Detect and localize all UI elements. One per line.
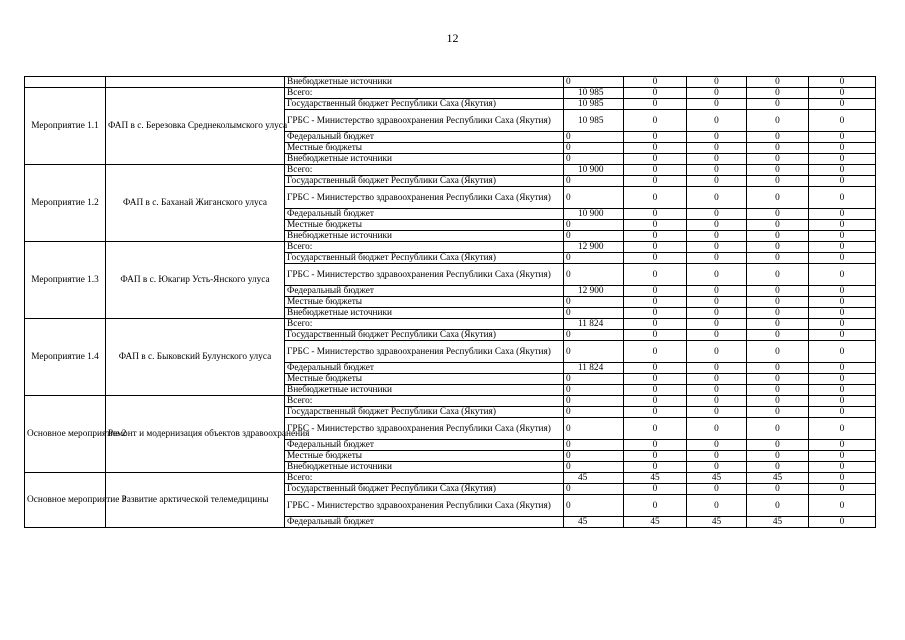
value-cell: 0 (624, 440, 687, 451)
value-cell: 0 (747, 253, 809, 264)
group-2-activity: Мероприятие 1.2 (25, 165, 106, 242)
funding-source: Внебюджетные источники (285, 308, 564, 319)
value-cell: 0 (809, 374, 876, 385)
value-cell: 0 (809, 396, 876, 407)
value-cell: 0 (747, 440, 809, 451)
value-cell: 12 900 (564, 242, 624, 253)
value-cell: 0 (809, 407, 876, 418)
value-cell: 0 (624, 330, 687, 341)
value-cell: 0 (564, 451, 624, 462)
value-cell: 0 (624, 374, 687, 385)
value-cell: 0 (687, 374, 747, 385)
funding-source: ГРБС - Министерство здравоохранения Республики Саха (Якутия) (285, 341, 564, 363)
value-cell: 0 (809, 77, 876, 88)
value-cell: 0 (624, 341, 687, 363)
funding-source: Федеральный бюджет (285, 363, 564, 374)
value-cell: 0 (564, 176, 624, 187)
value-cell: 10 900 (564, 165, 624, 176)
value-cell: 0 (564, 187, 624, 209)
value-cell: 10 985 (564, 88, 624, 99)
value-cell: 0 (747, 187, 809, 209)
value-cell: 0 (747, 132, 809, 143)
funding-source: Государственный бюджет Республики Саха (Якутия) (285, 484, 564, 495)
value-cell: 0 (564, 495, 624, 517)
value-cell: 0 (624, 297, 687, 308)
value-cell: 11 824 (564, 363, 624, 374)
value-cell: 0 (747, 88, 809, 99)
funding-source: Местные бюджеты (285, 143, 564, 154)
value-cell: 0 (809, 341, 876, 363)
value-cell: 0 (809, 143, 876, 154)
value-cell: 0 (809, 264, 876, 286)
funding-source: Местные бюджеты (285, 220, 564, 231)
value-cell: 0 (564, 253, 624, 264)
value-cell: 0 (687, 242, 747, 253)
funding-source: Федеральный бюджет (285, 286, 564, 297)
group-2-name: ФАП в с. Баханай Жиганского улуса (106, 165, 285, 242)
value-cell: 0 (747, 418, 809, 440)
value-cell: 0 (747, 231, 809, 242)
value-cell: 0 (624, 396, 687, 407)
value-cell: 0 (564, 396, 624, 407)
funding-source: Федеральный бюджет (285, 209, 564, 220)
funding-source: ГРБС - Министерство здравоохранения Республики Саха (Якутия) (285, 495, 564, 517)
funding-source: Федеральный бюджет (285, 517, 564, 528)
value-cell: 45 (564, 517, 624, 528)
value-cell: 0 (564, 385, 624, 396)
value-cell: 0 (809, 253, 876, 264)
value-cell: 0 (809, 286, 876, 297)
value-cell: 0 (564, 231, 624, 242)
value-cell: 0 (624, 462, 687, 473)
value-cell: 0 (747, 176, 809, 187)
funding-source: Государственный бюджет Республики Саха (Якутия) (285, 253, 564, 264)
value-cell: 0 (687, 297, 747, 308)
funding-source: Местные бюджеты (285, 451, 564, 462)
value-cell: 0 (624, 385, 687, 396)
value-cell: 0 (624, 99, 687, 110)
value-cell: 45 (747, 517, 809, 528)
value-cell: 0 (624, 253, 687, 264)
value-cell: 0 (809, 176, 876, 187)
value-cell: 0 (624, 110, 687, 132)
table-row (25, 77, 876, 88)
value-cell: 0 (564, 330, 624, 341)
value-cell: 0 (747, 385, 809, 396)
value-cell: 0 (687, 253, 747, 264)
value-cell: 0 (687, 462, 747, 473)
value-cell: 0 (747, 374, 809, 385)
value-cell: 0 (564, 462, 624, 473)
value-cell: 0 (809, 462, 876, 473)
value-cell: 0 (747, 297, 809, 308)
value-cell: 0 (564, 220, 624, 231)
value-cell: 0 (564, 132, 624, 143)
value-cell: 0 (624, 319, 687, 330)
value-cell: 0 (809, 319, 876, 330)
value-cell: 0 (809, 165, 876, 176)
value-cell: 0 (624, 484, 687, 495)
value-cell: 0 (624, 154, 687, 165)
value-cell: 0 (809, 187, 876, 209)
value-cell: 0 (564, 297, 624, 308)
funding-source: Всего: (285, 165, 564, 176)
value-cell: 0 (809, 231, 876, 242)
value-cell: 0 (687, 231, 747, 242)
value-cell: 0 (687, 495, 747, 517)
value-cell: 0 (687, 143, 747, 154)
group-6-activity: Основное мероприятие 3 (25, 473, 106, 528)
value-cell: 0 (809, 242, 876, 253)
value-cell: 0 (747, 308, 809, 319)
value-cell: 0 (624, 286, 687, 297)
value-cell: 0 (747, 220, 809, 231)
value-cell: 0 (687, 330, 747, 341)
value-cell: 0 (624, 176, 687, 187)
budget-table (24, 76, 876, 528)
value-cell: 0 (809, 99, 876, 110)
value-cell: 0 (624, 220, 687, 231)
value-cell: 0 (687, 165, 747, 176)
value-cell: 0 (747, 154, 809, 165)
value-cell: 0 (687, 220, 747, 231)
value-cell: 11 824 (564, 319, 624, 330)
funding-source: ГРБС - Министерство здравоохранения Республики Саха (Якутия) (285, 187, 564, 209)
value-cell: 12 900 (564, 286, 624, 297)
funding-source: Федеральный бюджет (285, 132, 564, 143)
prev-group-activity (25, 77, 106, 88)
value-cell: 0 (747, 495, 809, 517)
value-cell: 0 (687, 319, 747, 330)
page-number: 12 (446, 31, 459, 45)
group-5-activity: Основное мероприятие 2 (25, 396, 106, 473)
value-cell: 0 (809, 209, 876, 220)
value-cell: 0 (809, 495, 876, 517)
table-row (25, 242, 876, 253)
value-cell: 0 (809, 517, 876, 528)
value-cell: 45 (624, 517, 687, 528)
value-cell: 10 985 (564, 99, 624, 110)
funding-source: Местные бюджеты (285, 374, 564, 385)
group-1-name: ФАП в с. Березовка Среднеколымского улуса (106, 88, 285, 165)
table-row (25, 88, 876, 99)
value-cell: 0 (687, 440, 747, 451)
value-cell: 0 (564, 341, 624, 363)
value-cell: 0 (687, 77, 747, 88)
value-cell: 0 (809, 418, 876, 440)
value-cell: 0 (809, 110, 876, 132)
value-cell: 0 (747, 363, 809, 374)
value-cell: 0 (687, 308, 747, 319)
value-cell: 0 (687, 110, 747, 132)
value-cell: 0 (809, 440, 876, 451)
value-cell: 0 (564, 418, 624, 440)
funding-source: Внебюджетные источники (285, 462, 564, 473)
value-cell: 0 (809, 330, 876, 341)
value-cell: 0 (809, 451, 876, 462)
value-cell: 0 (809, 484, 876, 495)
value-cell: 0 (564, 77, 624, 88)
value-cell: 0 (747, 319, 809, 330)
value-cell: 0 (809, 385, 876, 396)
value-cell: 0 (687, 187, 747, 209)
value-cell: 0 (747, 209, 809, 220)
value-cell: 0 (809, 297, 876, 308)
value-cell: 0 (747, 110, 809, 132)
value-cell: 0 (747, 462, 809, 473)
value-cell: 0 (809, 363, 876, 374)
funding-source: Федеральный бюджет (285, 440, 564, 451)
funding-source: Внебюджетные источники (285, 385, 564, 396)
funding-source: Всего: (285, 396, 564, 407)
value-cell: 0 (747, 451, 809, 462)
value-cell: 0 (564, 374, 624, 385)
funding-source: Всего: (285, 242, 564, 253)
value-cell: 0 (687, 99, 747, 110)
value-cell: 0 (687, 418, 747, 440)
value-cell: 0 (564, 484, 624, 495)
funding-source: Государственный бюджет Республики Саха (Якутия) (285, 176, 564, 187)
group-6-name: Развитие арктической телемедицины (106, 473, 285, 528)
funding-source: Местные бюджеты (285, 297, 564, 308)
value-cell: 0 (747, 484, 809, 495)
group-5-name: Ремонт и модернизация объектов здравоохранения (106, 396, 285, 473)
value-cell: 0 (624, 242, 687, 253)
value-cell: 0 (687, 264, 747, 286)
value-cell: 0 (687, 209, 747, 220)
value-cell: 0 (687, 385, 747, 396)
group-4-name: ФАП в с. Быковский Булунского улуса (106, 319, 285, 396)
funding-source: Всего: (285, 473, 564, 484)
value-cell: 0 (747, 242, 809, 253)
value-cell: 0 (687, 154, 747, 165)
value-cell: 0 (624, 165, 687, 176)
value-cell: 0 (809, 220, 876, 231)
value-cell: 0 (687, 132, 747, 143)
value-cell: 0 (687, 341, 747, 363)
value-cell: 0 (564, 308, 624, 319)
table-row (25, 319, 876, 330)
value-cell: 0 (624, 308, 687, 319)
table-row (25, 165, 876, 176)
value-cell: 10 900 (564, 209, 624, 220)
value-cell: 0 (747, 99, 809, 110)
group-3-activity: Мероприятие 1.3 (25, 242, 106, 319)
value-cell: 0 (687, 396, 747, 407)
value-cell: 0 (687, 363, 747, 374)
value-cell: 0 (564, 407, 624, 418)
value-cell: 0 (747, 396, 809, 407)
value-cell: 0 (809, 88, 876, 99)
value-cell: 45 (747, 473, 809, 484)
value-cell: 0 (624, 77, 687, 88)
value-cell: 0 (624, 418, 687, 440)
value-cell: 0 (747, 341, 809, 363)
funding-source: Государственный бюджет Республики Саха (Якутия) (285, 330, 564, 341)
funding-source: Всего: (285, 88, 564, 99)
value-cell: 0 (687, 286, 747, 297)
budget-table-body (25, 77, 876, 528)
value-cell: 10 985 (564, 110, 624, 132)
value-cell: 0 (624, 88, 687, 99)
value-cell: 0 (687, 176, 747, 187)
value-cell: 0 (687, 407, 747, 418)
value-cell: 45 (687, 473, 747, 484)
value-cell: 0 (564, 440, 624, 451)
value-cell: 0 (624, 363, 687, 374)
table-row (25, 473, 876, 484)
group-4-activity: Мероприятие 1.4 (25, 319, 106, 396)
prev-group-name (106, 77, 285, 88)
value-cell: 45 (624, 473, 687, 484)
value-cell: 0 (687, 451, 747, 462)
funding-source: Внебюджетные источники (285, 231, 564, 242)
group-3-name: ФАП в с. Юкагир Усть-Янского улуса (106, 242, 285, 319)
value-cell: 0 (809, 154, 876, 165)
value-cell: 0 (624, 143, 687, 154)
value-cell: 0 (624, 187, 687, 209)
value-cell: 0 (624, 407, 687, 418)
value-cell: 0 (624, 451, 687, 462)
value-cell: 0 (747, 77, 809, 88)
funding-source: Государственный бюджет Республики Саха (Якутия) (285, 407, 564, 418)
value-cell: 0 (687, 88, 747, 99)
value-cell: 0 (747, 330, 809, 341)
value-cell: 0 (747, 407, 809, 418)
value-cell: 0 (809, 473, 876, 484)
funding-source: Государственный бюджет Республики Саха (Якутия) (285, 99, 564, 110)
value-cell: 0 (624, 231, 687, 242)
value-cell: 0 (747, 264, 809, 286)
value-cell: 0 (809, 308, 876, 319)
value-cell: 0 (747, 286, 809, 297)
value-cell: 0 (564, 143, 624, 154)
funding-source: ГРБС - Министерство здравоохранения Республики Саха (Якутия) (285, 418, 564, 440)
table-row (25, 396, 876, 407)
value-cell: 0 (747, 165, 809, 176)
value-cell: 45 (687, 517, 747, 528)
value-cell: 0 (624, 495, 687, 517)
value-cell: 45 (564, 473, 624, 484)
value-cell: 0 (624, 209, 687, 220)
funding-source: Внебюджетные источники (285, 154, 564, 165)
value-cell: 0 (624, 264, 687, 286)
funding-source: ГРБС - Министерство здравоохранения Республики Саха (Якутия) (285, 264, 564, 286)
funding-source: Всего: (285, 319, 564, 330)
value-cell: 0 (564, 154, 624, 165)
value-cell: 0 (564, 264, 624, 286)
funding-source: ГРБС - Министерство здравоохранения Республики Саха (Якутия) (285, 110, 564, 132)
value-cell: 0 (624, 132, 687, 143)
value-cell: 0 (809, 132, 876, 143)
group-1-activity: Мероприятие 1.1 (25, 88, 106, 165)
funding-source: Внебюджетные источники (285, 77, 564, 88)
value-cell: 0 (687, 484, 747, 495)
value-cell: 0 (747, 143, 809, 154)
